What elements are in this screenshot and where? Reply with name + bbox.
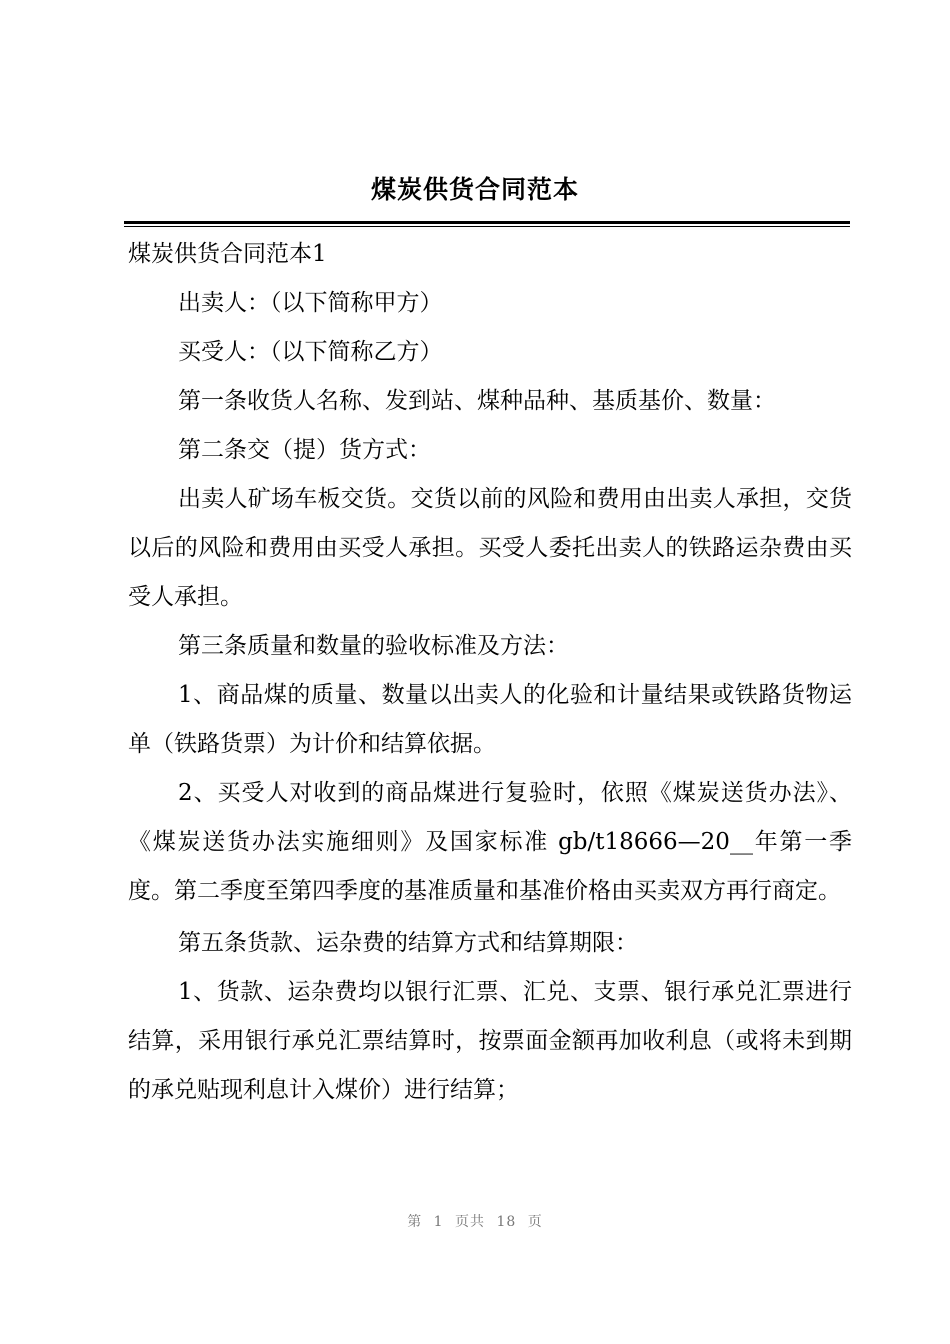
page-title: 煤炭供货合同范本 xyxy=(370,175,579,204)
paragraph-article-2: 第二条交（提）货方式： xyxy=(178,437,431,463)
paragraph-article-5: 第五条货款、运杂费的结算方式和结算期限： xyxy=(178,930,638,956)
paragraph-seller: 出卖人：（以下简称甲方） xyxy=(178,290,443,316)
section-heading: 煤炭供货合同范本1 xyxy=(128,241,327,267)
paragraph-buyer: 买受人：（以下简称乙方） xyxy=(178,339,443,365)
page-footer: 第 1 页共 18 页 xyxy=(407,1214,543,1230)
title-divider xyxy=(124,221,850,224)
document-body xyxy=(128,230,852,1115)
paragraph-article-1: 第一条收货人名称、发到站、煤种品种、基质基价、数量： xyxy=(178,388,776,414)
paragraph-quality-2: 2、买受人对收到的商品煤进行复验时，依照《煤炭送货办法》、《煤炭送货办法实施细则》及国家标准 gb/t18666—20__年第一季度。第二季度至第四季度的基准质量和基准价格由买卖双方再行商定。 xyxy=(128,780,852,904)
paragraph-payment-1: 1、货款、运杂费均以银行汇票、汇兑、支票、银行承兑汇票进行结算，采用银行承兑汇票结算时，按票面金额再加收利息（或将未到期的承兑贴现利息计入煤价）进行结算； xyxy=(128,979,852,1103)
title-divider-thin xyxy=(124,226,850,227)
paragraph-quality-1: 1、商品煤的质量、数量以出卖人的化验和计量结果或铁路货物运单（铁路货票）为计价和结算依据。 xyxy=(128,682,852,757)
paragraph-delivery: 出卖人矿场车板交货。交货以前的风险和费用由出卖人承担，交货以后的风险和费用由买受人承担。买受人委托出卖人的铁路运杂费由买受人承担。 xyxy=(128,486,852,610)
paragraph-article-3: 第三条质量和数量的验收标准及方法： xyxy=(178,633,569,659)
